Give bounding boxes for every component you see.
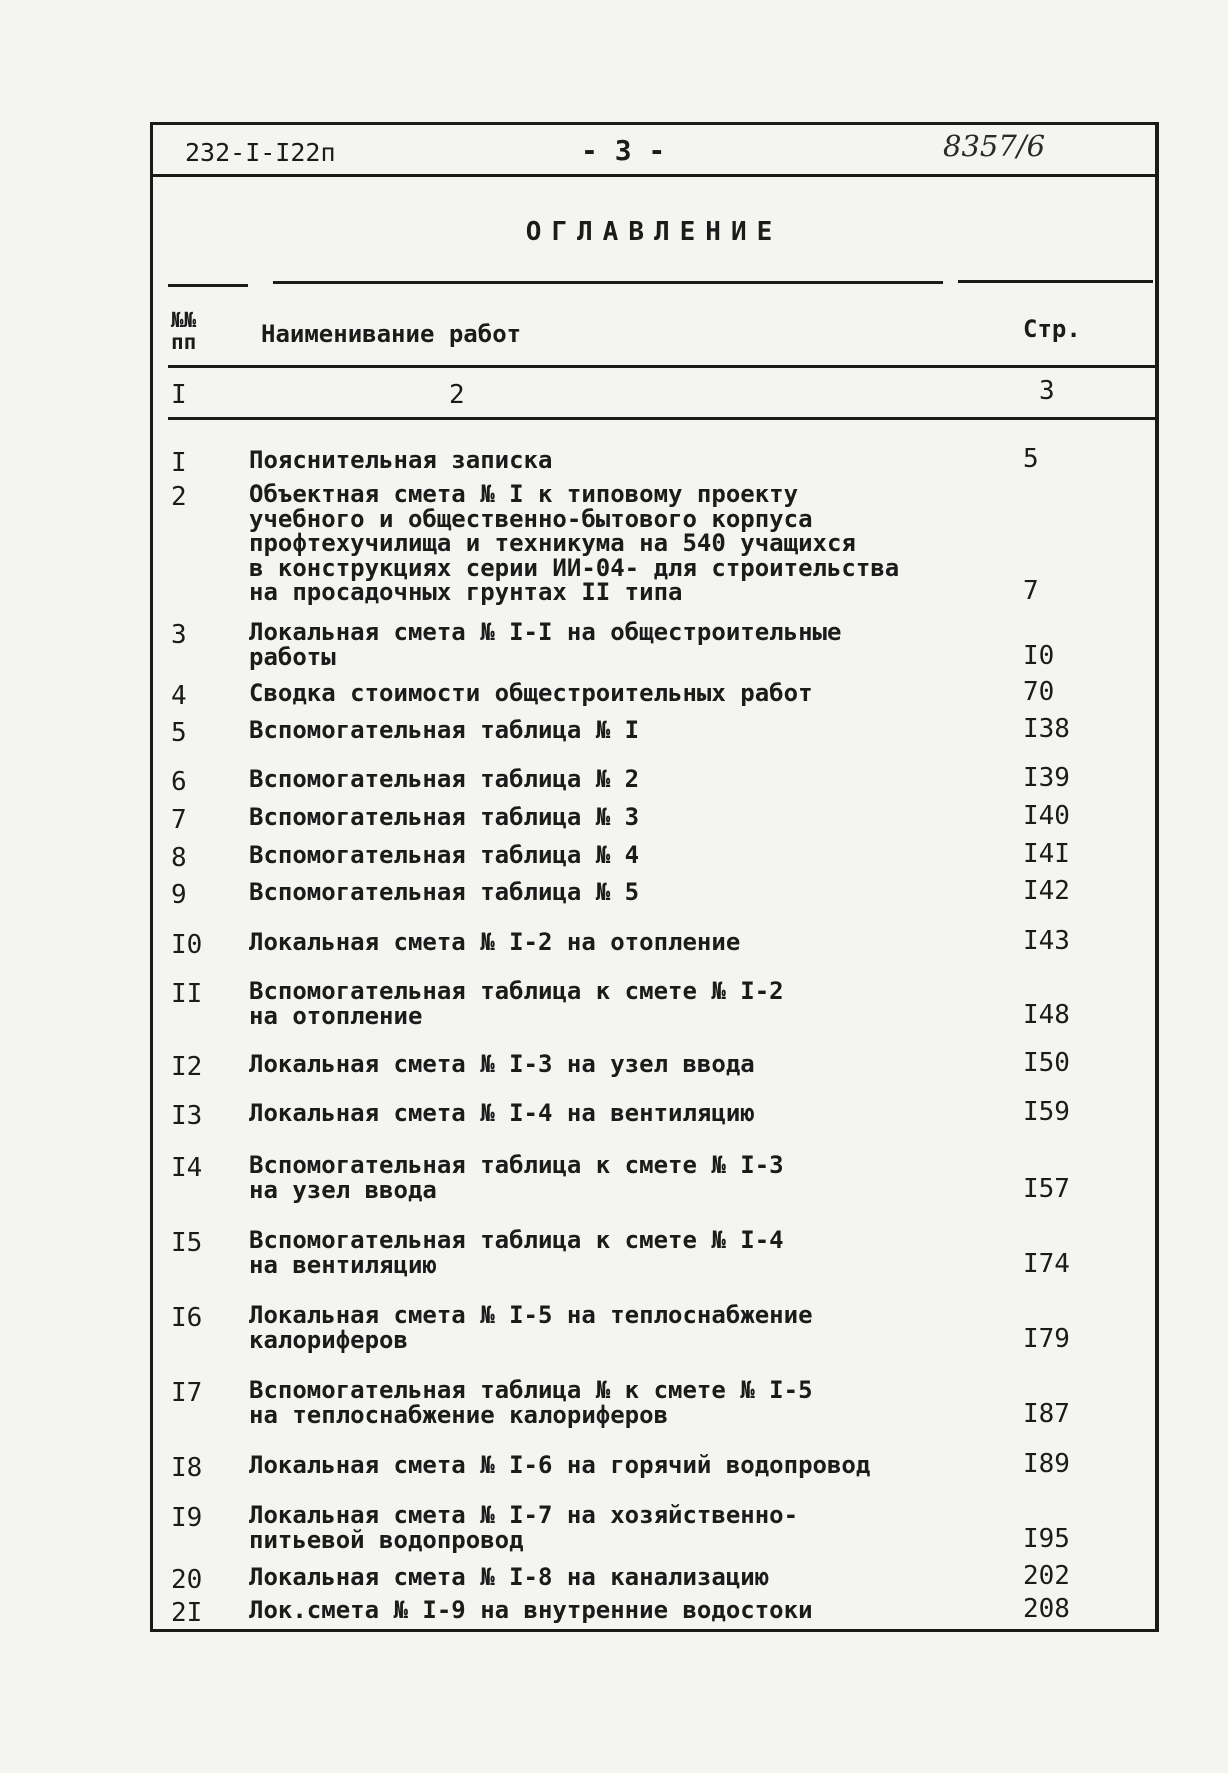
toc-entry-number: 6 (171, 767, 187, 797)
toc-entry-number: I0 (171, 930, 203, 960)
toc-entry-page: I79 (1023, 1323, 1070, 1354)
toc-entry-title: Локальная смета № I-5 на теплоснабжение калориферов (249, 1301, 813, 1354)
toc-entry-number: 2I (171, 1598, 203, 1628)
toc-entry-title: Локальная смета № I-I на общестроительные работы (249, 618, 842, 671)
toc-entry-page: 208 (1023, 1594, 1070, 1624)
column-index-2: 2 (449, 380, 465, 410)
toc-entry-title: Вспомогательная таблица № к смете № I-5 на теплоснабжение калориферов (249, 1376, 813, 1429)
handwritten-note: 8357/6 (943, 129, 1046, 163)
toc-entry-page: I0 (1023, 640, 1055, 671)
toc-entry-page: I43 (1023, 926, 1070, 956)
toc-entry-page: 202 (1023, 1561, 1070, 1591)
toc-entry-title: Локальная смета № I-7 на хозяйственно- питьевой водопровод (249, 1501, 799, 1554)
toc-entry-page: I42 (1023, 876, 1070, 906)
toc-entry-number: I5 (171, 1228, 203, 1258)
toc-entry-title: Вспомогательная таблица к смете № I-2 на отопление (249, 977, 784, 1030)
column-header-number-text: №№ пп (171, 308, 197, 354)
toc-entry-number: 4 (171, 681, 187, 711)
toc-entry-number: I9 (171, 1503, 203, 1533)
toc-entry-page: I59 (1023, 1097, 1070, 1127)
toc-entry-page: I50 (1023, 1048, 1070, 1078)
toc-entry-page: I57 (1023, 1173, 1070, 1204)
toc-entry-title: Вспомогательная таблица № 2 (249, 765, 640, 793)
toc-entry-title: Вспомогательная таблица № 3 (249, 803, 640, 831)
toc-entry-number: 8 (171, 843, 187, 873)
toc-entry-title: Объектная смета № I к типовому проекту учебного и общественно-бытового корпуса профтехучилища и техникума на 540 учащихся в конструкциях серии ИИ-04- для строительства на просадочных грунтах II типа (249, 480, 900, 606)
column-index-1: I (171, 380, 187, 410)
toc-entry-page: I87 (1023, 1398, 1070, 1429)
toc-entry-number: I2 (171, 1052, 203, 1082)
table-of-contents (153, 125, 1155, 1629)
toc-entry-number: I3 (171, 1101, 203, 1131)
toc-entry-title: Пояснительная записка (249, 446, 553, 474)
toc-entry-title: Локальная смета № I-4 на вентиляцию (249, 1099, 755, 1127)
toc-entry-page: 7 (1023, 576, 1039, 606)
toc-entry-title: Локальная смета № I-3 на узел ввода (249, 1050, 755, 1078)
toc-entry-number: I8 (171, 1453, 203, 1483)
toc-entry-number: 9 (171, 880, 187, 910)
document-code: 232-I-I22п (185, 138, 336, 167)
toc-entry-number: I6 (171, 1303, 203, 1333)
toc-entry-title: Лок.смета № I-9 на внутренние водостоки (249, 1596, 813, 1624)
toc-entry-title: Вспомогательная таблица № I (249, 716, 640, 744)
toc-entry-page: 70 (1023, 677, 1055, 707)
page-number: - 3 - (581, 134, 666, 167)
toc-entry-page: I74 (1023, 1248, 1070, 1279)
toc-entry-page: I4I (1023, 839, 1070, 869)
column-header-name: Наименивание работ (261, 320, 522, 348)
toc-entry-page: 5 (1023, 444, 1039, 474)
toc-entry-title: Вспомогательная таблица к смете № I-3 на узел ввода (249, 1151, 784, 1204)
toc-entry-number: 3 (171, 620, 187, 650)
document-frame (150, 122, 1159, 1632)
toc-entry-page: I40 (1023, 801, 1070, 831)
toc-entry-page: I39 (1023, 763, 1070, 793)
toc-entry-page: I95 (1023, 1523, 1070, 1554)
toc-entry-number: 20 (171, 1565, 203, 1595)
toc-entry-number: 7 (171, 805, 187, 835)
column-index-3: 3 (1039, 376, 1055, 406)
toc-entry-page: I38 (1023, 714, 1070, 744)
toc-entry-number: I4 (171, 1153, 203, 1183)
toc-entry-title: Вспомогательная таблица № 5 (249, 878, 640, 906)
toc-entry-number: I7 (171, 1378, 203, 1408)
toc-entry-number: II (171, 979, 203, 1009)
toc-entry-title: Сводка стоимости общестроительных работ (249, 679, 813, 707)
toc-entry-number: 5 (171, 718, 187, 748)
toc-entry-number: I (171, 448, 187, 478)
toc-entry-page: I89 (1023, 1449, 1070, 1479)
page-title: ОГЛАВЛЕНИЕ (525, 217, 783, 247)
toc-entry-number: 2 (171, 482, 187, 512)
toc-entry-title: Вспомогательная таблица к смете № I-4 на вентиляцию (249, 1226, 784, 1279)
toc-entry-title: Локальная смета № I-8 на канализацию (249, 1563, 770, 1591)
toc-entry-title: Локальная смета № I-6 на горячий водопровод (249, 1451, 871, 1479)
column-header-page: Стр. (1023, 315, 1081, 343)
toc-entry-title: Вспомогательная таблица № 4 (249, 841, 640, 869)
toc-entry-title: Локальная смета № I-2 на отопление (249, 928, 741, 956)
toc-entry-page: I48 (1023, 999, 1070, 1030)
